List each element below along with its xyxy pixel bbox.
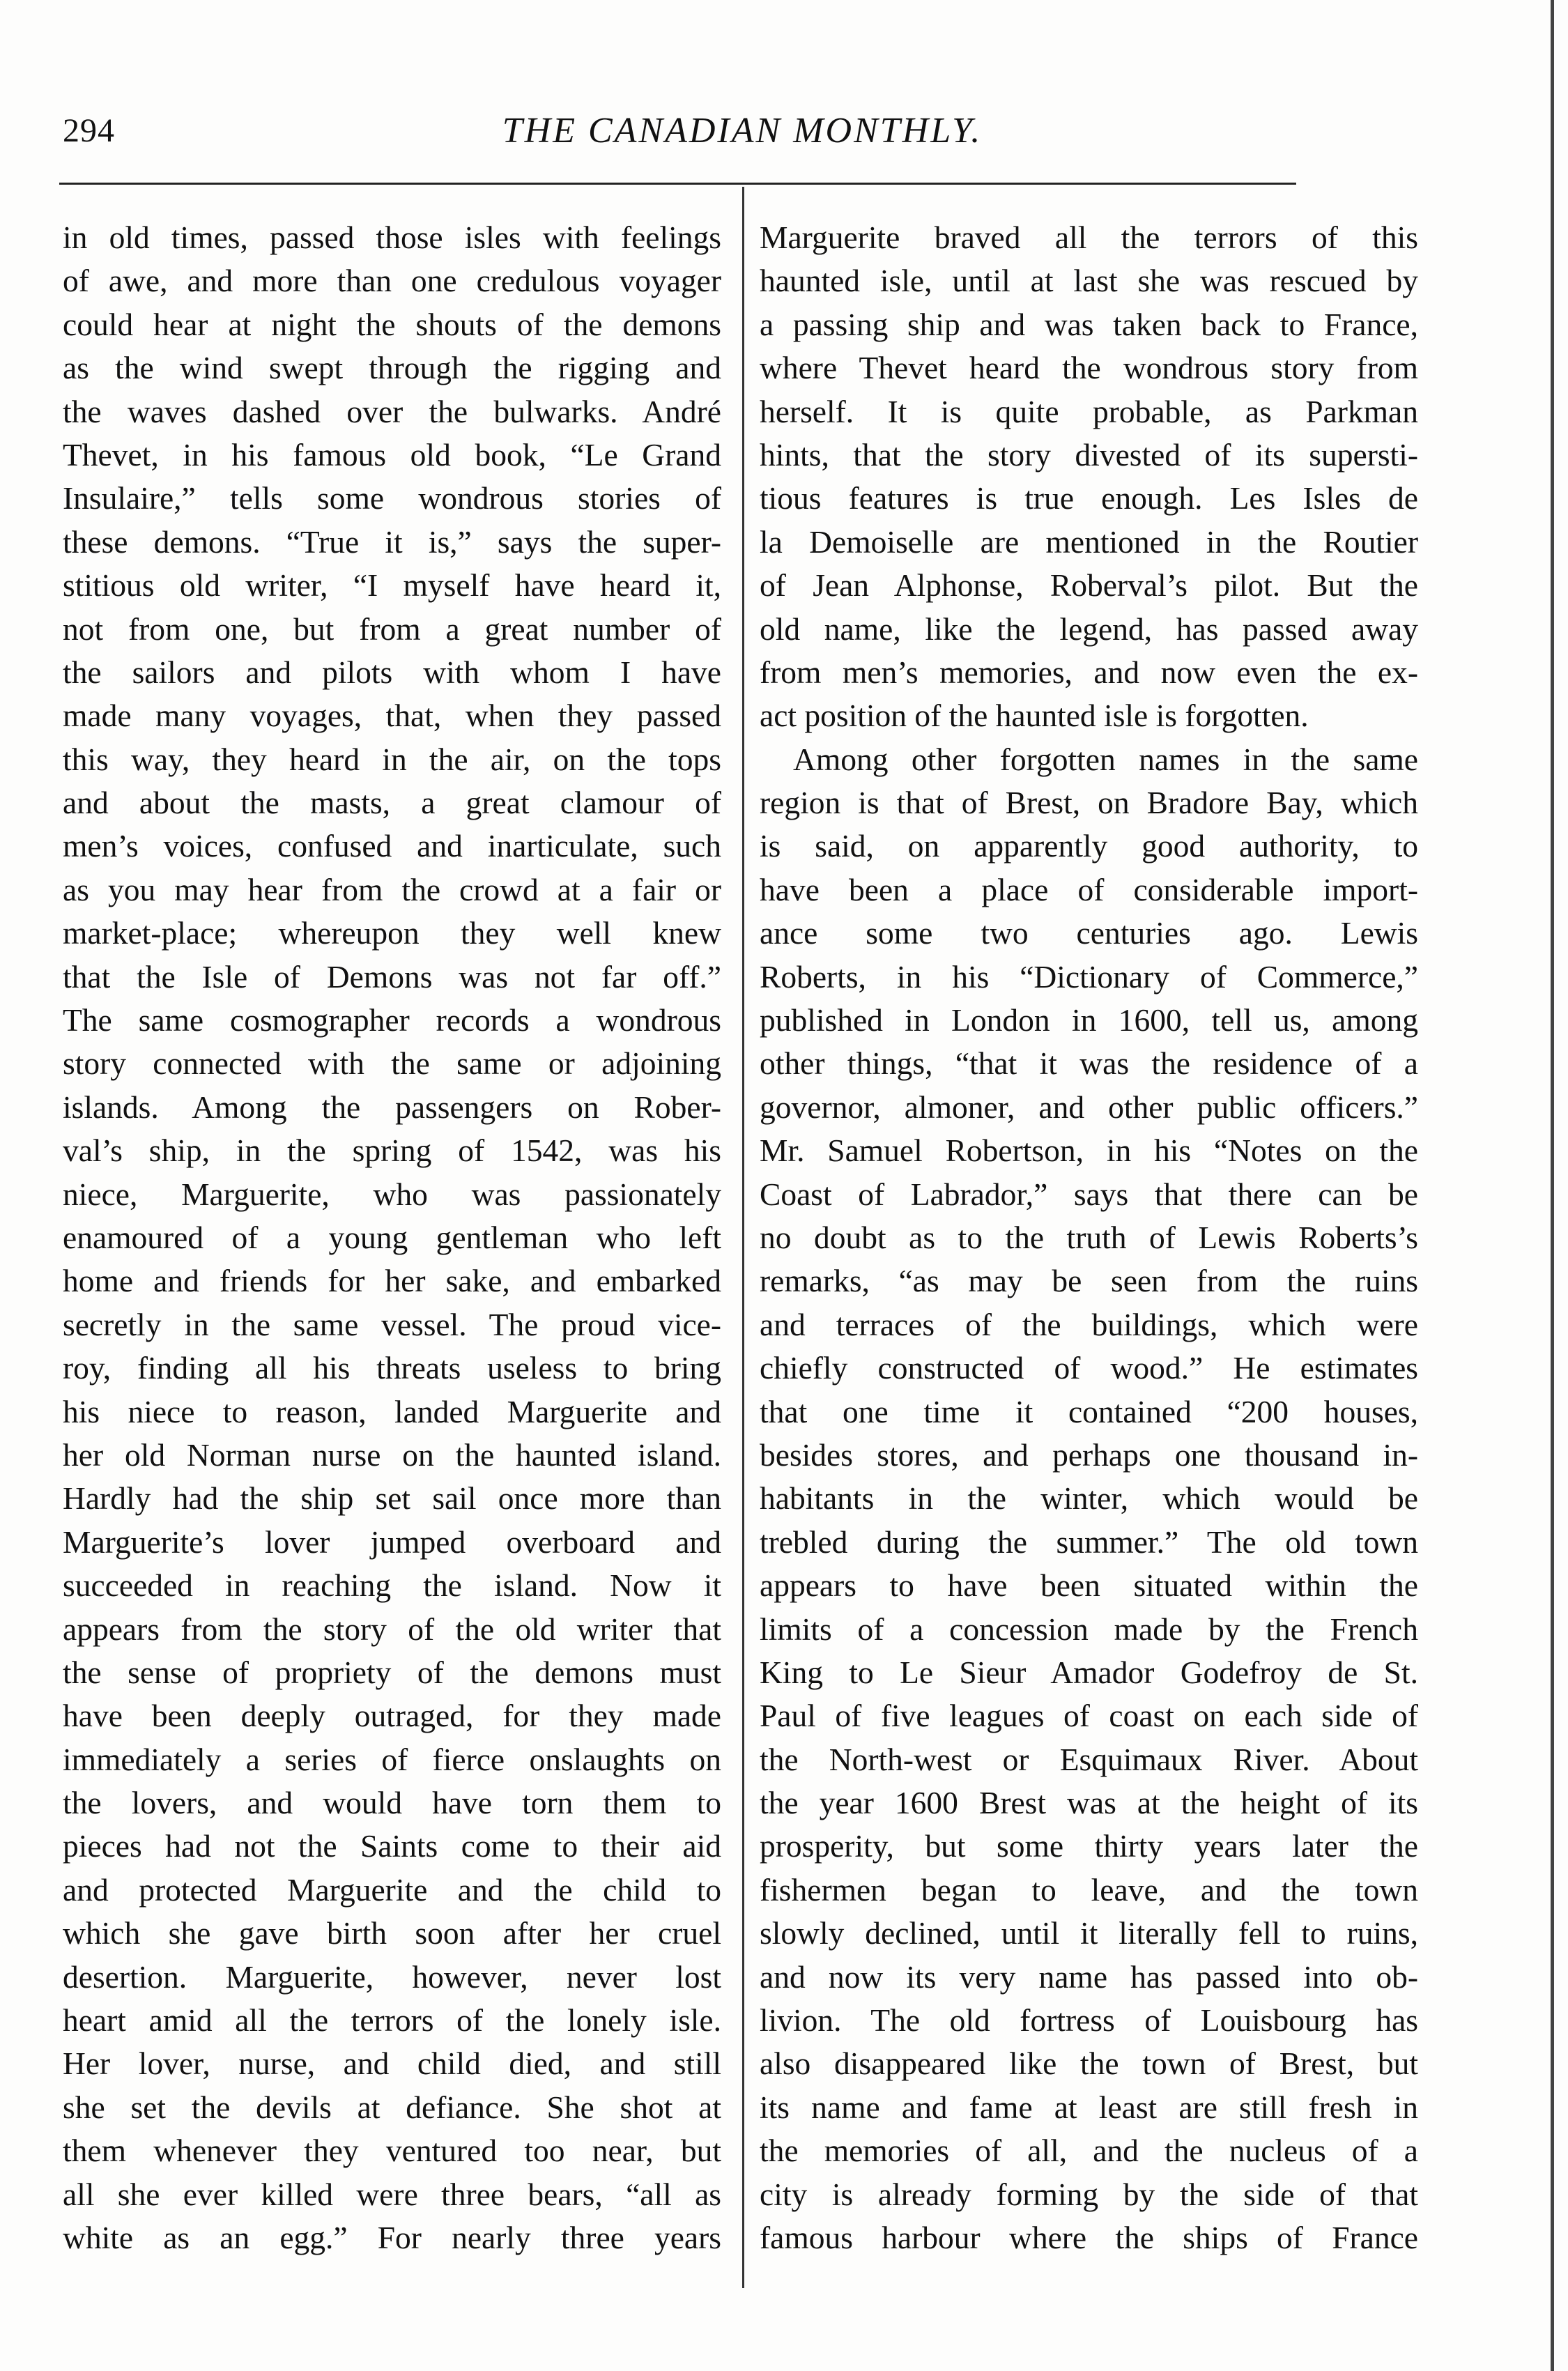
text-line: these demons. “True it is,” says the super-	[63, 523, 721, 560]
text-line: which she gave birth soon after her cruel	[63, 1915, 721, 1951]
text-line: limits of a concession made by the French	[760, 1611, 1418, 1647]
text-line: and protected Marguerite and the child to	[63, 1871, 721, 1908]
text-line: Hardly had the ship set sail once more than	[63, 1480, 721, 1517]
text-line: succeeded in reaching the island. Now it	[63, 1567, 721, 1604]
text-line: not from one, but from a great number of	[63, 611, 721, 647]
text-line: niece, Marguerite, who was passionately	[63, 1176, 721, 1212]
text-line: secretly in the same vessel. The proud vice-	[63, 1306, 721, 1342]
text-line: remarks, “as may be seen from the ruins	[760, 1263, 1418, 1299]
text-line: Paul of five leagues of coast on each side of	[760, 1698, 1418, 1734]
text-line: Mr. Samuel Robertson, in his “Notes on the	[760, 1133, 1418, 1169]
text-line: city is already forming by the side of that	[760, 2176, 1418, 2212]
text-line: she set the devils at defiance. She shot at	[63, 2089, 721, 2125]
text-line: the sense of propriety of the demons must	[63, 1654, 721, 1690]
text-line: val’s ship, in the spring of 1542, was his	[63, 1133, 721, 1169]
text-line: stitious old writer, “I myself have heard it,	[63, 567, 721, 604]
text-line: chiefly constructed of wood.” He estimates	[760, 1350, 1418, 1386]
text-line: and about the masts, a great clamour of	[63, 785, 721, 821]
text-line: besides stores, and perhaps one thousand in-	[760, 1436, 1418, 1473]
text-line: ance some two centuries ago. Lewis	[760, 915, 1418, 951]
text-line: a passing ship and was taken back to France,	[760, 306, 1418, 342]
text-line: its name and fame at least are still fresh in	[760, 2089, 1418, 2125]
text-line: the waves dashed over the bulwarks. André	[63, 393, 721, 429]
right-text-column	[760, 216, 1418, 2259]
text-line: famous harbour where the ships of France	[760, 2219, 1418, 2255]
text-line: the sailors and pilots with whom I have	[63, 654, 721, 690]
text-line: hints, that the story divested of its supersti-	[760, 436, 1418, 473]
text-line: from men’s memories, and now even the ex-	[760, 654, 1418, 690]
page-header	[63, 105, 1422, 167]
text-line: as you may hear from the crowd at a fair or	[63, 871, 721, 907]
text-line: la Demoiselle are mentioned in the Routier	[760, 523, 1418, 560]
text-line: pieces had not the Saints come to their aid	[63, 1828, 721, 1864]
text-line: this way, they heard in the air, on the tops	[63, 741, 721, 777]
running-title: THE CANADIAN MONTHLY.	[502, 111, 983, 151]
text-line: white as an egg.” For nearly three years	[63, 2219, 721, 2255]
text-line: no doubt as to the truth of Lewis Roberts’s	[760, 1219, 1418, 1255]
text-line: old name, like the legend, has passed away	[760, 611, 1418, 647]
text-line: Marguerite braved all the terrors of this	[760, 220, 1418, 255]
text-line: story connected with the same or adjoining	[63, 1045, 721, 1082]
text-line: governor, almoner, and other public officers.”	[760, 1089, 1418, 1125]
text-line: enamoured of a young gentleman who left	[63, 1219, 721, 1255]
text-line: them whenever they ventured too near, but	[63, 2133, 721, 2169]
text-line: that one time it contained “200 houses,	[760, 1393, 1418, 1429]
text-line: the North-west or Esquimaux River. About	[760, 1741, 1418, 1777]
text-line: of awe, and more than one credulous voyager	[63, 263, 721, 299]
column-divider	[742, 187, 744, 2288]
text-line: Coast of Labrador,” says that there can be	[760, 1176, 1418, 1212]
text-line: and now its very name has passed into ob-	[760, 1958, 1418, 1995]
text-line: Insulaire,” tells some wondrous stories of	[63, 480, 721, 516]
text-line: heart amid all the terrors of the lonely isle.	[63, 2002, 721, 2039]
text-line: published in London in 1600, tell us, among	[760, 1002, 1418, 1038]
text-line: men’s voices, confused and inarticulate, such	[63, 828, 721, 864]
text-line: Marguerite’s lover jumped overboard and	[63, 1524, 721, 1560]
text-line: haunted isle, until at last she was rescued by	[760, 263, 1418, 299]
text-line: islands. Among the passengers on Rober-	[63, 1089, 721, 1125]
text-line: Thevet, in his famous old book, “Le Grand	[63, 436, 721, 473]
text-line: King to Le Sieur Amador Godefroy de St.	[760, 1654, 1418, 1690]
text-line: prosperity, but some thirty years later the	[760, 1828, 1418, 1864]
text-line: the year 1600 Brest was at the height of its	[760, 1785, 1418, 1821]
text-line: Her lover, nurse, and child died, and still	[63, 2046, 721, 2082]
text-line: his niece to reason, landed Marguerite and	[63, 1393, 721, 1429]
text-line: roy, finding all his threats useless to bring	[63, 1350, 721, 1386]
text-line: and terraces of the buildings, which were	[760, 1306, 1418, 1342]
text-line: market-place; whereupon they well knew	[63, 915, 721, 951]
text-line: of Jean Alphonse, Roberval’s pilot. But the	[760, 567, 1418, 604]
text-line: region is that of Brest, on Bradore Bay, which	[760, 785, 1418, 821]
text-line: have been deeply outraged, for they made	[63, 1698, 721, 1734]
text-line: appears from the story of the old writer that	[63, 1611, 721, 1647]
text-line: could hear at night the shouts of the demons	[63, 306, 721, 342]
text-line: tious features is true enough. Les Isles de	[760, 480, 1418, 516]
text-line: immediately a series of fierce onslaughts on	[63, 1741, 721, 1777]
text-line: is said, on apparently good authority, to	[760, 828, 1418, 864]
text-line: where Thevet heard the wondrous story from	[760, 350, 1418, 386]
text-line: also disappeared like the town of Brest, but	[760, 2046, 1418, 2082]
text-line: act position of the haunted isle is forgotten.	[760, 698, 1309, 734]
text-line: the memories of all, and the nucleus of a	[760, 2133, 1418, 2169]
text-line: trebled during the summer.” The old town	[760, 1524, 1418, 1560]
text-line: desertion. Marguerite, however, never lost	[63, 1958, 721, 1995]
text-line: fishermen began to leave, and the town	[760, 1871, 1418, 1908]
text-line: The same cosmographer records a wondrous	[63, 1002, 721, 1038]
left-text-column	[63, 216, 721, 2259]
text-line: appears to have been situated within the	[760, 1567, 1418, 1604]
header-rule	[59, 183, 1296, 185]
text-line: the lovers, and would have torn them to	[63, 1785, 721, 1821]
text-line: Roberts, in his “Dictionary of Commerce,”	[760, 958, 1418, 995]
text-line: habitants in the winter, which would be	[760, 1480, 1418, 1517]
text-line: as the wind swept through the rigging and	[63, 350, 721, 386]
text-line: that the Isle of Demons was not far off.”	[63, 958, 721, 995]
text-line: have been a place of considerable import-	[760, 871, 1418, 907]
text-line: in old times, passed those isles with feelings	[63, 220, 721, 255]
text-line: slowly declined, until it literally fell to ruins,	[760, 1915, 1418, 1951]
text-line: home and friends for her sake, and embarked	[63, 1263, 721, 1299]
text-line: livion. The old fortress of Louisbourg has	[760, 2002, 1418, 2039]
text-line: made many voyages, that, when they passed	[63, 698, 721, 734]
text-line: Among other forgotten names in the same	[793, 741, 1418, 777]
text-line: her old Norman nurse on the haunted island.	[63, 1436, 721, 1473]
text-line: herself. It is quite probable, as Parkman	[760, 393, 1418, 429]
page-edge-shadow	[1551, 0, 1554, 2371]
text-line: all she ever killed were three bears, “all as	[63, 2176, 721, 2212]
text-line: other things, “that it was the residence of a	[760, 1045, 1418, 1082]
page-number: 294	[63, 112, 115, 149]
